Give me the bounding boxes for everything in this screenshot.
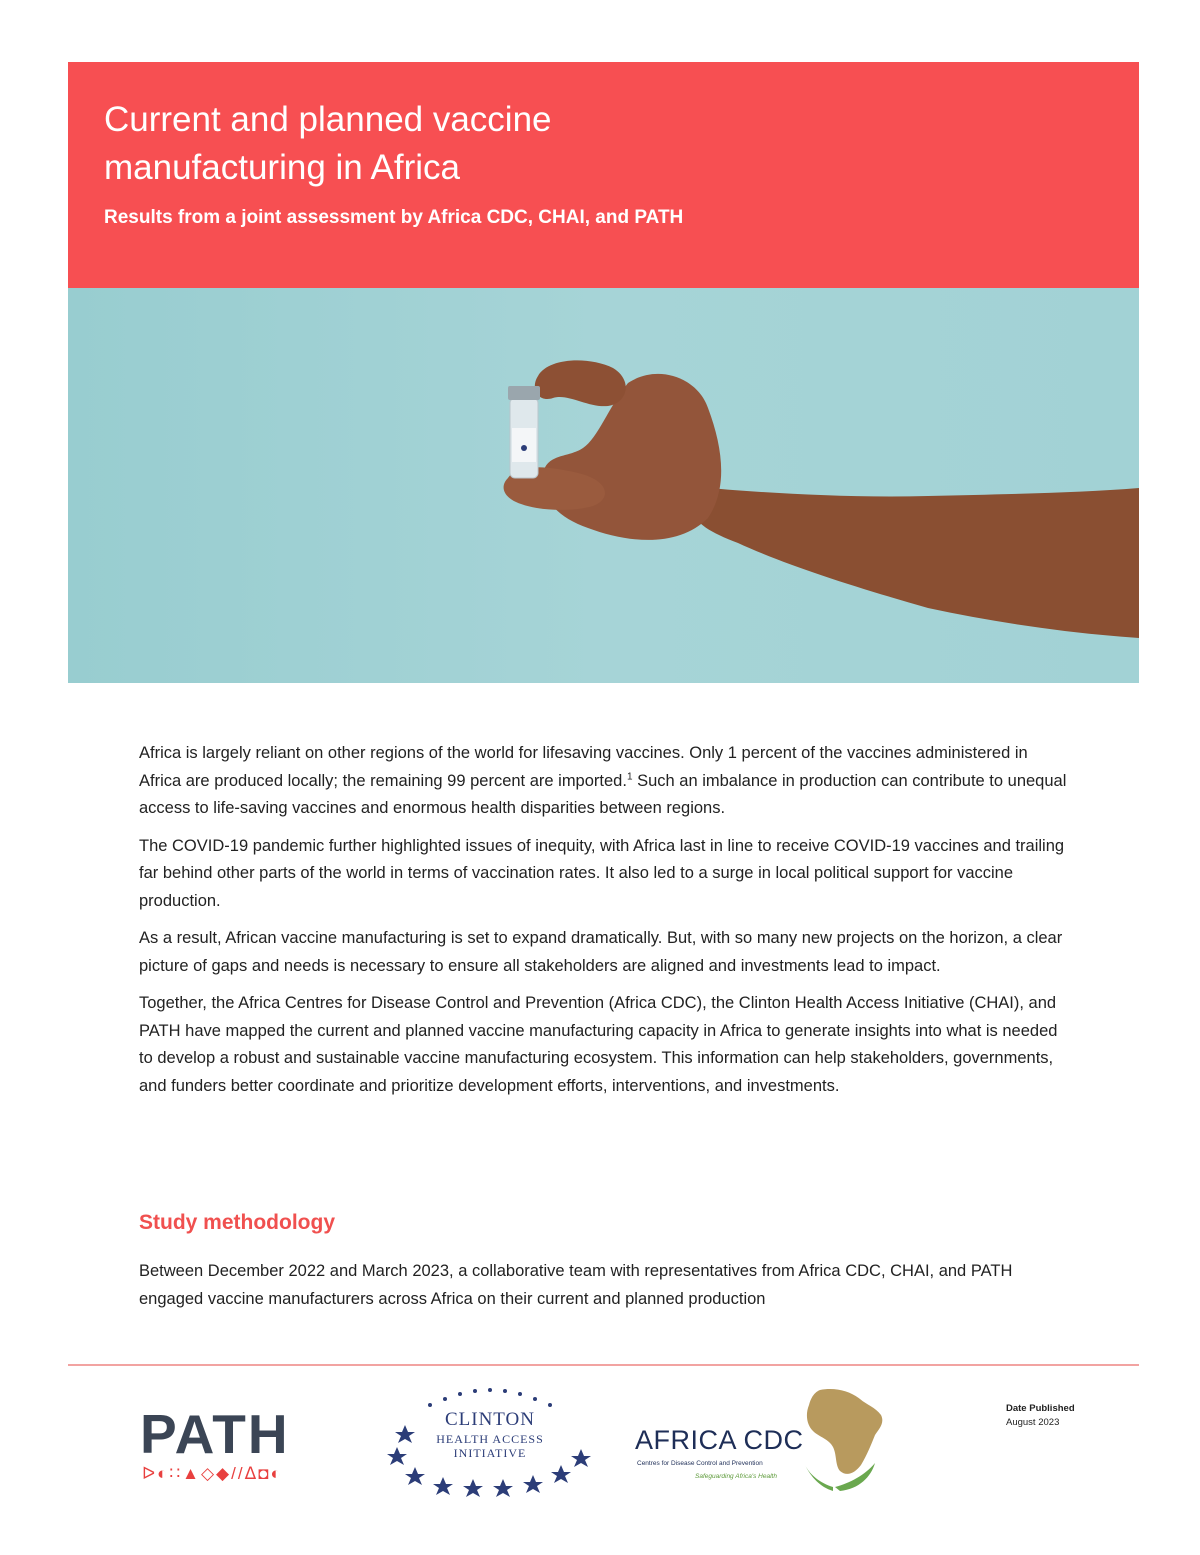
page-subtitle: Results from a joint assessment by Africa CDC, CHAI, and PATH [104, 207, 684, 228]
path-logo [140, 1404, 330, 1486]
hero-image [68, 288, 1139, 683]
africa-cdc-logo-motto: Safeguarding Africa's Health [695, 1473, 777, 1480]
path-logo-word: PATH [140, 1403, 290, 1465]
intro-paragraph-2: The COVID-19 pandemic further highlighted issues of inequity, with Africa last in line to receive COVID-19 vaccines and trailing far behind other parts of the world in terms of vaccination rates. It also led to a surge in local political support for vaccine production. [139, 836, 1065, 910]
footer-divider [68, 1364, 1139, 1366]
footnote-marker: 1 [626, 771, 633, 782]
intro-paragraph-4: Together, the Africa Centres for Disease Control and Prevention (Africa CDC), the Clinton Health Access Initiative (CHAI), and PATH have mapped the current and planned vaccine manufacturing capacity in Africa to generate insights into what is needed to develop a robust and sustainable vaccine manufacturing ecosystem. This information can help stakeholders, governments, and funders better coordinate and prioritize development efforts, interventions, and investments. [139, 994, 1058, 1095]
clinton-logo-line-2: HEALTH ACCESS [436, 1432, 544, 1446]
publication-date [1006, 1402, 1075, 1430]
africa-cdc-logo-tagline: Centres for Disease Control and Prevention [637, 1460, 763, 1467]
hand-holding-vial-illustration [68, 288, 1139, 683]
africa-cdc-logo [635, 1385, 895, 1495]
clinton-logo-line-3: INITIATIVE [453, 1446, 527, 1460]
date-published-value: August 2023 [1006, 1417, 1060, 1428]
header-banner [68, 62, 1139, 288]
section-heading-methodology: Study methodology [139, 1211, 335, 1234]
page-title [104, 96, 804, 192]
paragraph-1-text: Africa is largely reliant on other regions of the world for lifesaving vaccines. Only 1 percent of the vaccines administered in Africa are produced locally; the remaining 99 percent are imported. [139, 744, 1028, 790]
title-line-1: Current and planned vaccine [104, 100, 552, 139]
date-published-label: Date Published [1006, 1403, 1075, 1414]
africa-cdc-logo-name: AFRICA CDC [635, 1425, 804, 1455]
intro-paragraph-3: As a result, African vaccine manufacturing is set to expand dramatically. But, with so many new projects on the horizon, a clear picture of gaps and needs is necessary to ensure all stakeholders are aligned and investments lead to impact. [139, 929, 1063, 975]
paragraph-1-text-cont: Such an imbalance in production can contribute to unequal access to life-saving vaccines and enormous health disparities between regions. [139, 771, 1067, 817]
path-logo-glyphs: ᐅ◐∷▲◇◆//ᐃ◘◐ [142, 1464, 283, 1483]
clinton-health-access-logo [385, 1385, 595, 1500]
methodology-paragraph: Between December 2022 and March 2023, a collaborative team with representatives from Africa CDC, CHAI, and PATH engaged vaccine manufacturers across Africa on their current and planned production [139, 1262, 1013, 1308]
title-line-2: manufacturing in Africa [104, 148, 461, 187]
clinton-logo-name: CLINTON [444, 1409, 536, 1430]
intro-paragraph-1 [139, 740, 1069, 823]
intro-text [139, 740, 1069, 1110]
